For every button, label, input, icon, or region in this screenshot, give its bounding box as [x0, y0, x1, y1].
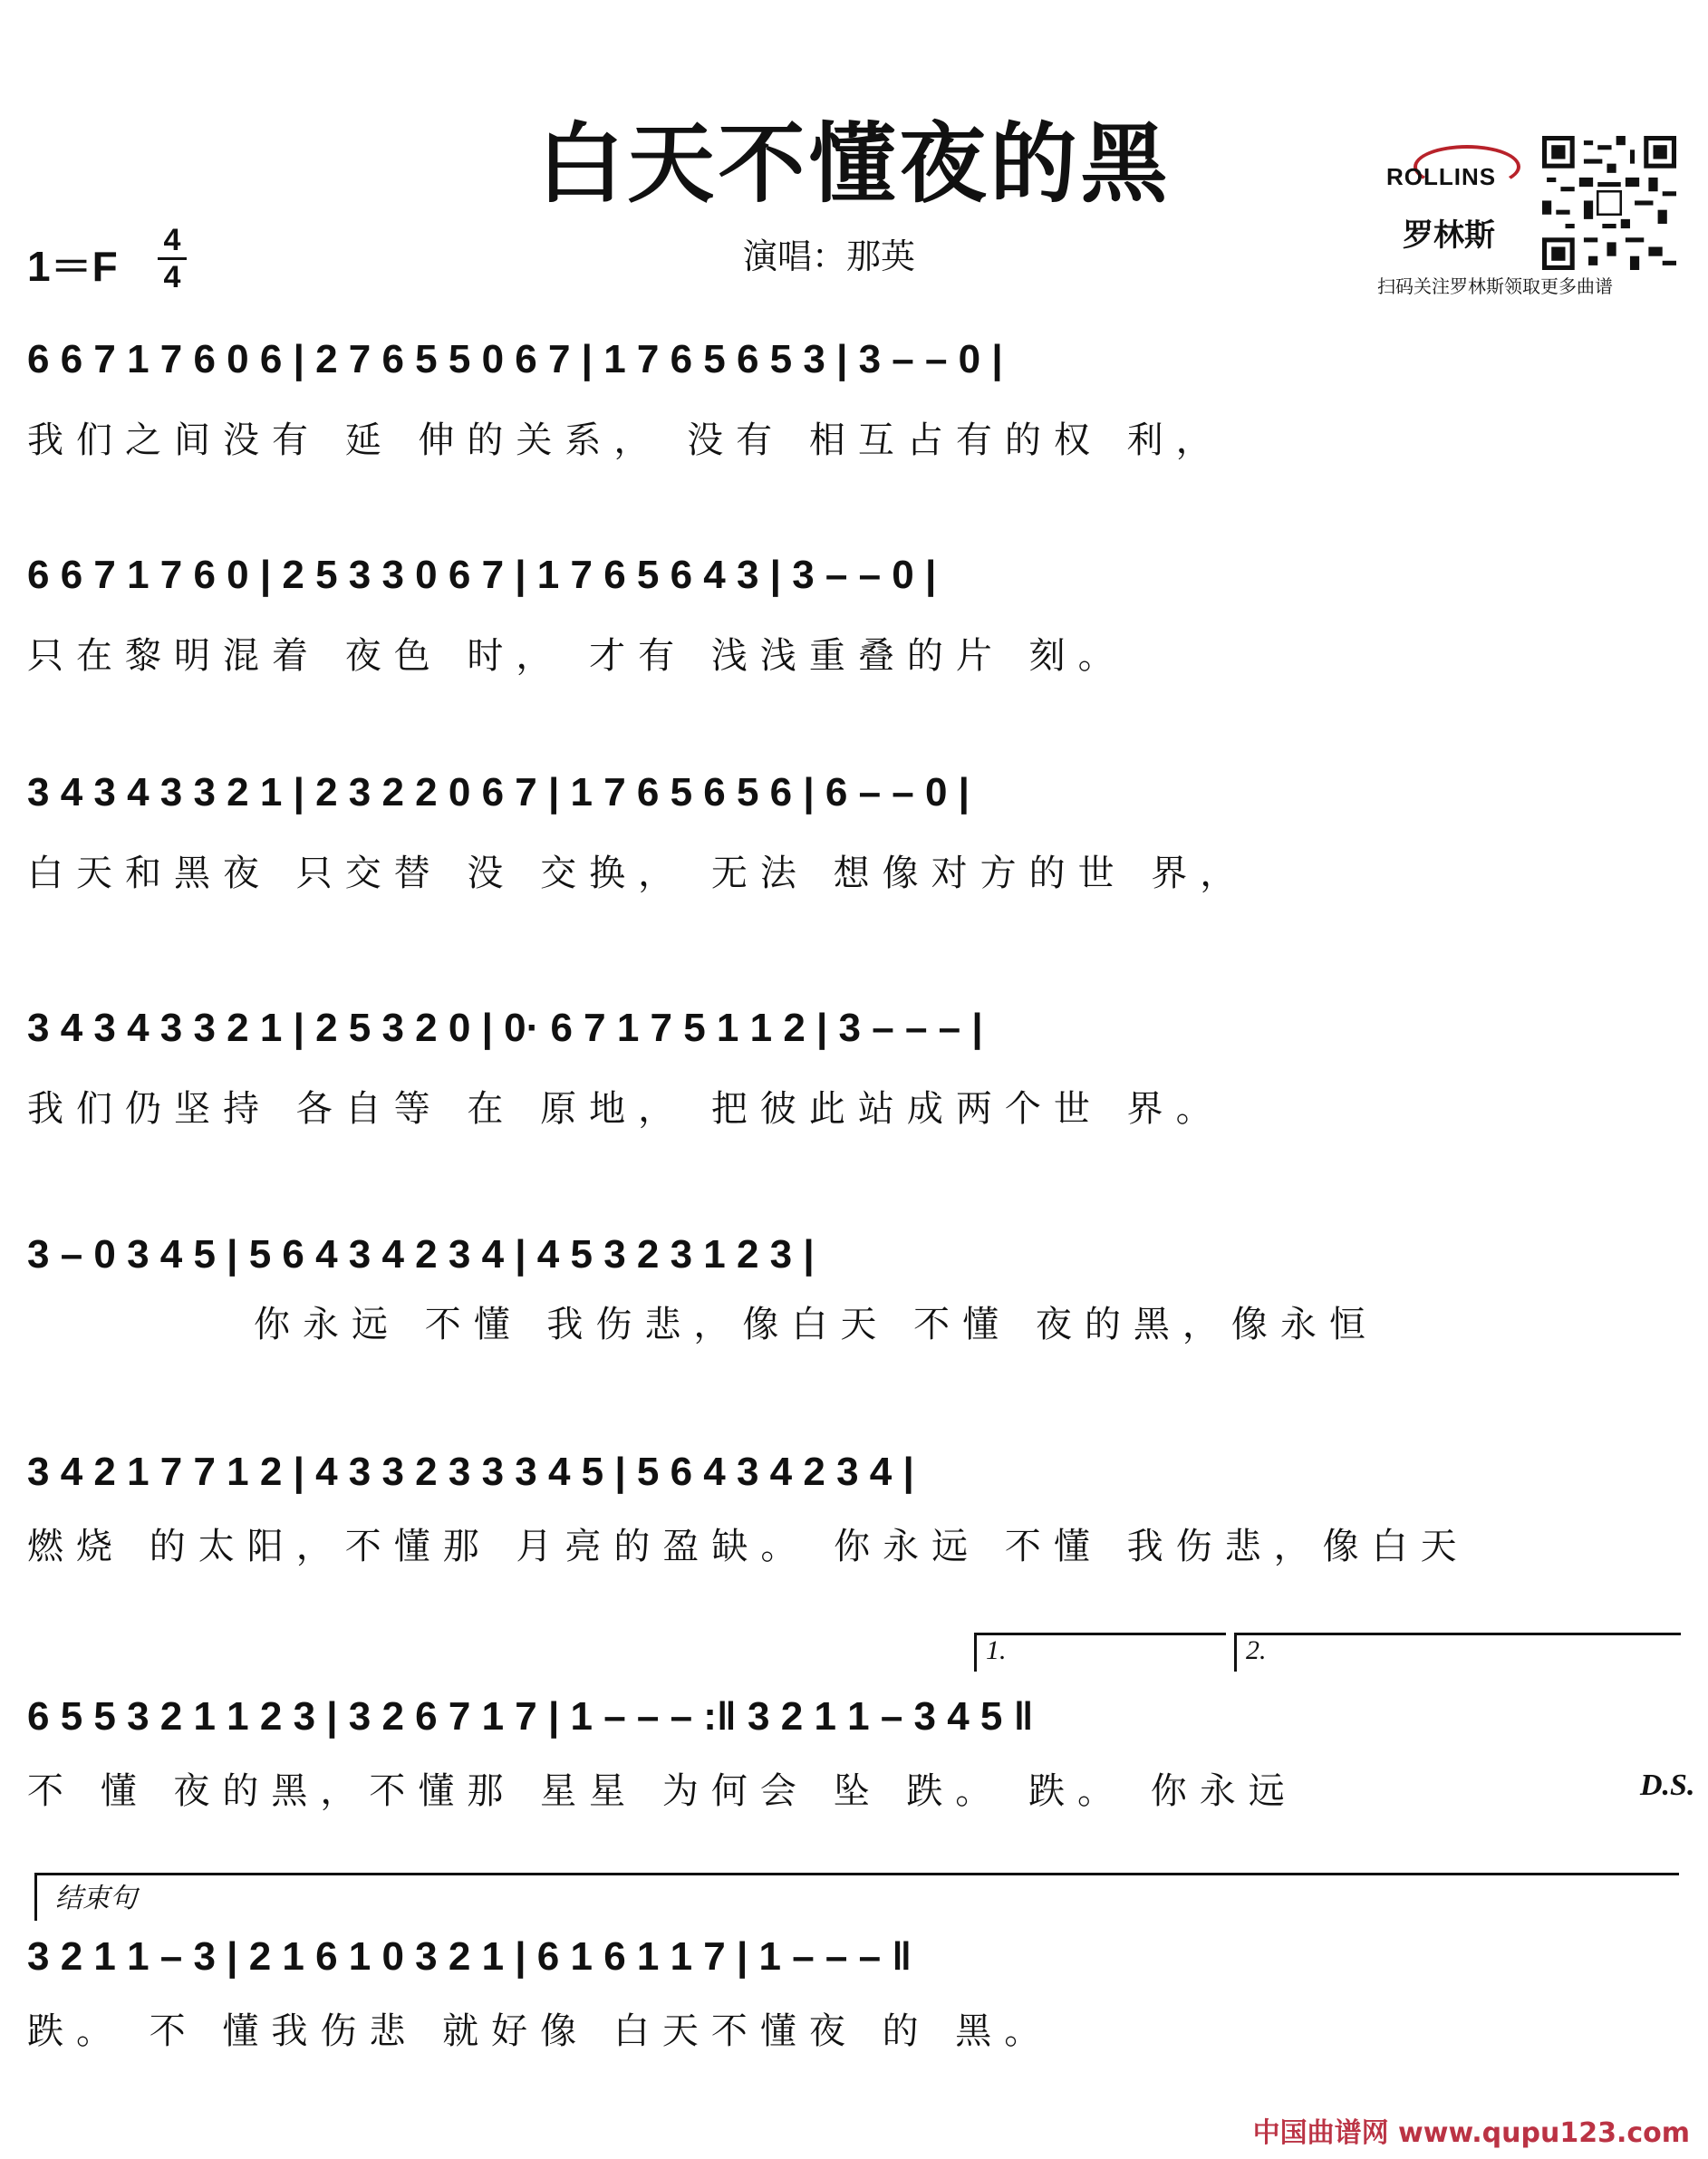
lyric-line: 跌。 不 懂我伤悲 就好像 白天不懂夜 的 黑。 — [27, 2010, 1054, 2052]
lyric-line: 你永远 不懂 我伤悲，像白天 不懂 夜的黑，像永恒 — [254, 1304, 1378, 1345]
lyric-line: 白天和黑夜 只交替 没 交换， 无法 想像对方的世 界， — [27, 853, 1250, 894]
qr-code-icon — [1542, 136, 1676, 270]
notation-line: 3 4 3 4 3 3 2 1 | 2 5 3 2 0 | 0· 6 7 1 7 5 1 1 2 | 3 – – – | — [27, 1006, 983, 1050]
coda-bracket — [34, 1873, 1679, 1921]
brand-logo-text: ROLLINS — [1386, 163, 1497, 190]
notation-line: 3 – 0 3 4 5 | 5 6 4 3 4 2 3 4 | 4 5 3 2 3 1 2 3 | — [27, 1232, 815, 1277]
site-watermark: 中国曲谱网 www.qupu123.com — [1252, 2117, 1690, 2149]
notation-line: 3 4 3 4 3 3 2 1 | 2 3 2 2 0 6 7 | 1 7 6 5 6 5 6 | 6 – – 0 | — [27, 770, 970, 814]
scan-instruction: 扫码关注罗林斯领取更多曲谱 — [1377, 275, 1613, 297]
lyric-line: 不 懂 夜的黑，不懂那 星星 为何会 坠 跌。 跌。 你永远 — [27, 1770, 1298, 1812]
lyric-line: 只在黎明混着 夜色 时， 才有 浅浅重叠的片 刻。 — [27, 635, 1127, 677]
notation-line: 6 5 5 3 2 1 1 2 3 | 3 2 6 7 1 7 | 1 – – – :‖ 3 2 1 1 – 3 4 5 ‖ — [27, 1694, 1034, 1739]
coda-label: 结束句 — [55, 1883, 137, 1914]
notation-line: 6 6 7 1 7 6 0 6 | 2 7 6 5 5 0 6 7 | 1 7 6 5 6 5 3 | 3 – – 0 | — [27, 337, 1003, 381]
meter-bottom: 4 — [163, 260, 181, 294]
time-signature — [154, 225, 190, 293]
brand-chinese-name: 罗林斯 — [1403, 217, 1495, 254]
notation-line: 6 6 7 1 7 6 0 | 2 5 3 3 0 6 7 | 1 7 6 5 6 4 3 | 3 – – 0 | — [27, 553, 937, 597]
meter-top: 4 — [163, 223, 181, 257]
notation-line: 3 4 2 1 7 7 1 2 | 4 3 3 2 3 3 3 4 5 | 5 6 4 3 4 2 3 4 | — [27, 1450, 914, 1494]
song-title: 白天不懂夜的黑 — [536, 112, 1172, 215]
first-ending-label: 1. — [986, 1635, 1007, 1665]
key-signature: 1＝F — [27, 243, 118, 290]
singer-credit: 演唱：那英 — [743, 236, 916, 276]
lyric-line: 我们之间没有 延 伸的关系， 没有 相互占有的权 利， — [27, 419, 1225, 461]
second-ending-bracket — [1234, 1633, 1681, 1672]
dal-segno-mark: D.S. — [1640, 1769, 1695, 1802]
lyric-line: 我们仍坚持 各自等 在 原地， 把彼此站成两个世 界。 — [27, 1088, 1225, 1130]
second-ending-label: 2. — [1246, 1635, 1267, 1665]
notation-line: 3 2 1 1 – 3 | 2 1 6 1 0 3 2 1 | 6 1 6 1 1 7 | 1 – – – ‖ — [27, 1934, 912, 1979]
lyric-line: 燃烧 的太阳，不懂那 月亮的盈缺。 你永远 不懂 我伤悲，像白天 — [27, 1526, 1470, 1567]
first-ending-bracket — [974, 1633, 1226, 1672]
